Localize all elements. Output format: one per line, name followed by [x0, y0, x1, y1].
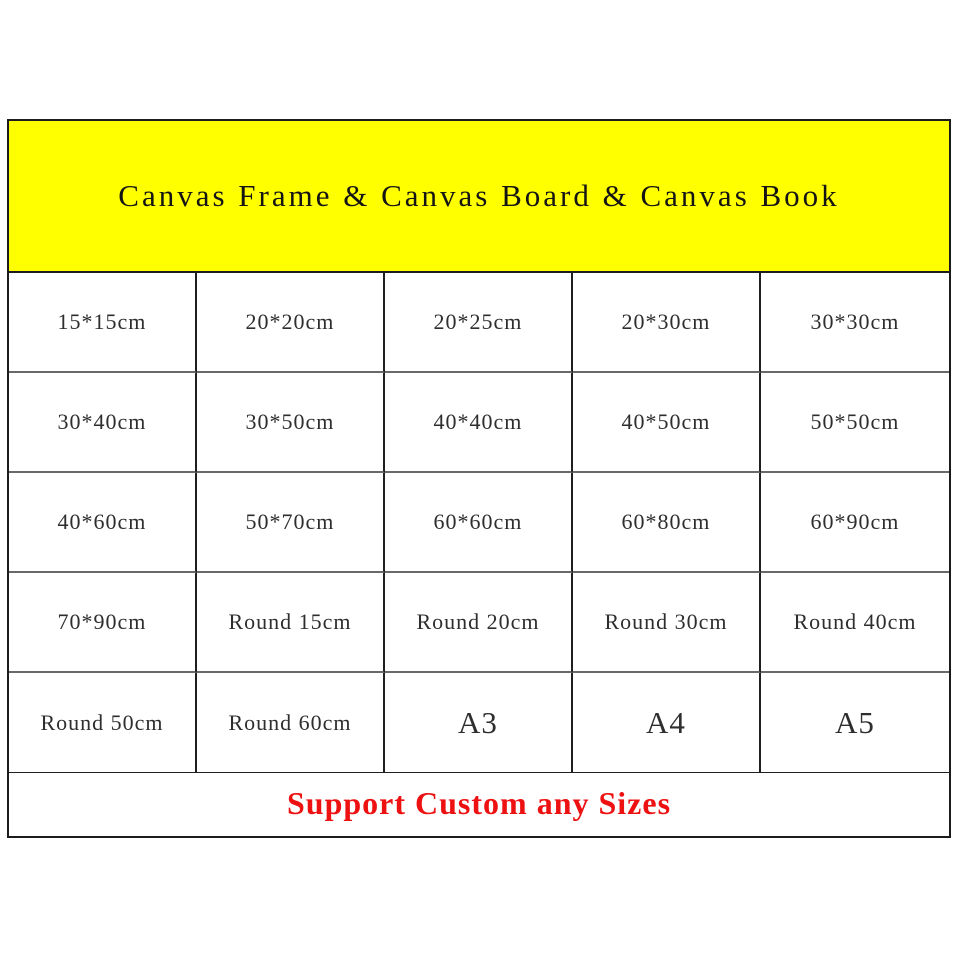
size-cell: 20*20cm — [197, 273, 385, 373]
size-cell: 30*40cm — [9, 373, 197, 473]
size-cell: 30*30cm — [761, 273, 949, 373]
size-cell: 50*70cm — [197, 473, 385, 573]
custom-sizes-note: Support Custom any Sizes — [286, 785, 672, 821]
size-cell: 60*80cm — [573, 473, 761, 573]
size-cell: Round 15cm — [197, 573, 385, 673]
size-cell: Round 40cm — [761, 573, 949, 673]
size-cell: 50*50cm — [761, 373, 949, 473]
size-cell: 70*90cm — [9, 573, 197, 673]
size-cell: 15*15cm — [9, 273, 197, 373]
footer-banner — [9, 773, 949, 834]
size-cell: 40*50cm — [573, 373, 761, 473]
size-cell: Round 60cm — [197, 673, 385, 773]
size-cell: Round 20cm — [385, 573, 573, 673]
size-cell: 40*40cm — [385, 373, 573, 473]
table-header-banner — [9, 121, 949, 273]
size-cell: Round 50cm — [9, 673, 197, 773]
size-cell: 60*90cm — [761, 473, 949, 573]
size-cell: A3 — [385, 673, 573, 773]
size-cell: A4 — [573, 673, 761, 773]
size-cell: 60*60cm — [385, 473, 573, 573]
size-cell: 40*60cm — [9, 473, 197, 573]
size-grid — [9, 273, 949, 773]
size-cell: Round 30cm — [573, 573, 761, 673]
page-title: Canvas Frame & Canvas Board & Canvas Book — [118, 178, 840, 213]
size-cell: 20*30cm — [573, 273, 761, 373]
size-cell: 20*25cm — [385, 273, 573, 373]
size-cell: A5 — [761, 673, 949, 773]
size-chart-table — [7, 119, 951, 838]
size-cell: 30*50cm — [197, 373, 385, 473]
